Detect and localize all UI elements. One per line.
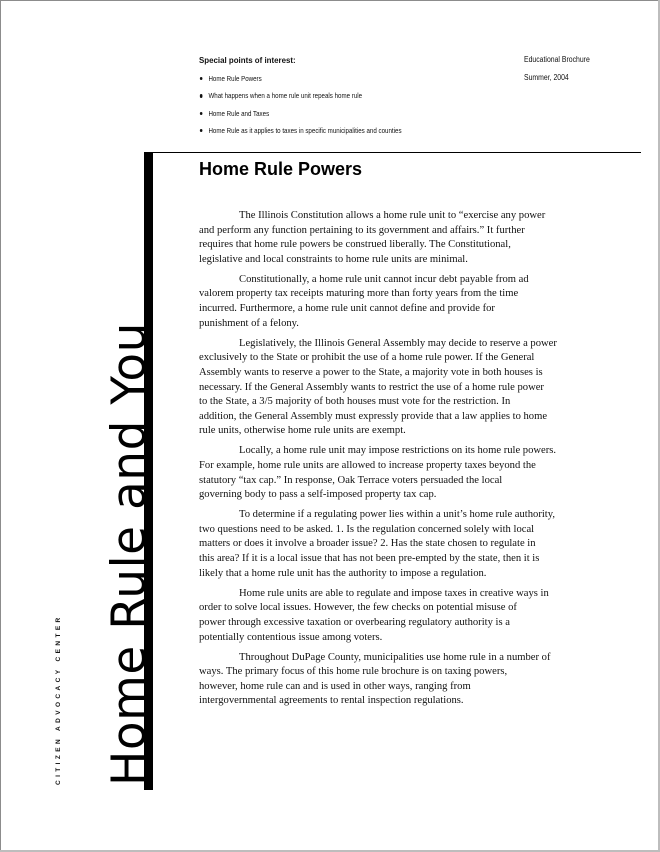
paragraph: To determine if a regulating power lies within a unit’s home rule authority, two questions need to be asked. 1. Is the regulation concerned solely with local matters or does it involve a broader issue? 2. Has the state chosen to regulate in this area? If it is a local issue that has not been pre-empted by the state, then it is likely that a home rule unit has the authority to impose a regulation. bbox=[199, 509, 556, 579]
sidebar-title: Home Rule and You bbox=[102, 322, 157, 786]
point-item: Home Rule as it applies to taxes in specific municipalities and counties bbox=[199, 126, 474, 135]
point-item: Home Rule and Taxes bbox=[199, 109, 474, 118]
paragraph: Legislatively, the Illinois General Assembly may decide to reserve a power exclusively to the State or prohibit the use of a home rule power. If the General Assembly wants to reserve a power to the State, a majority vote in both houses is necessary. If the General Assembly wants to restrict the use of a home rule power to the State, a 3/5 majority of both houses must vote for the restriction. In addition, the General Assembly must expressly provide that a law applies to home rule units, otherwise home rule units are exempt. bbox=[199, 337, 557, 437]
paragraph: The Illinois Constitution allows a home rule unit to “exercise any power and perform any function pertaining to its government and affairs.” It further requires that home rule powers be construed liberally. The Constitutional, legislative and local constraints to home rule units are minimal. bbox=[199, 210, 546, 265]
points-of-interest-list bbox=[199, 74, 519, 135]
publication-issue: Summer, 2004 bbox=[524, 73, 569, 82]
header-rule bbox=[144, 152, 641, 153]
paragraph: Home rule units are able to regulate and impose taxes in creative ways in order to solve local issues. However, the few checks on potential misuse of power through excessive taxation or overbearing regulatory authority is a potentially contentious issue among voters. bbox=[199, 587, 549, 643]
article-body bbox=[199, 209, 610, 715]
paragraph: Locally, a home rule unit may impose restrictions on its home rule powers. For example, home rule units are allowed to increase property taxes beyond the statutory “tax cap.” In response, Oak Terrace voters persuaded the local governing body to pass a self-imposed property tax cap. bbox=[199, 445, 557, 501]
point-item: What happens when a home rule unit repeals home rule bbox=[199, 91, 474, 100]
paragraph: Constitutionally, a home rule unit cannot incur debt payable from ad valorem property tax receipts maturing more than forty years from the time incurred. Furthermore, a home rule unit cannot define and provide for punishment of a felony. bbox=[199, 273, 529, 329]
point-item: Home Rule Powers bbox=[199, 74, 474, 83]
points-of-interest bbox=[199, 55, 519, 143]
publication-type: Educational Brochure bbox=[524, 55, 590, 64]
points-of-interest-title: Special points of interest: bbox=[199, 55, 296, 65]
article-heading: Home Rule Powers bbox=[199, 159, 363, 179]
paragraph: Throughout DuPage County, municipalities use home rule in a number of ways. The primary focus of this home rule brochure is on taxing powers, however, home rule can and is used in other ways, ranging from intergovernmental agreements to rental inspection regulations. bbox=[199, 651, 551, 707]
publication-info bbox=[524, 55, 601, 83]
organization-name: CITIZEN ADVOCACY CENTER bbox=[55, 614, 62, 785]
